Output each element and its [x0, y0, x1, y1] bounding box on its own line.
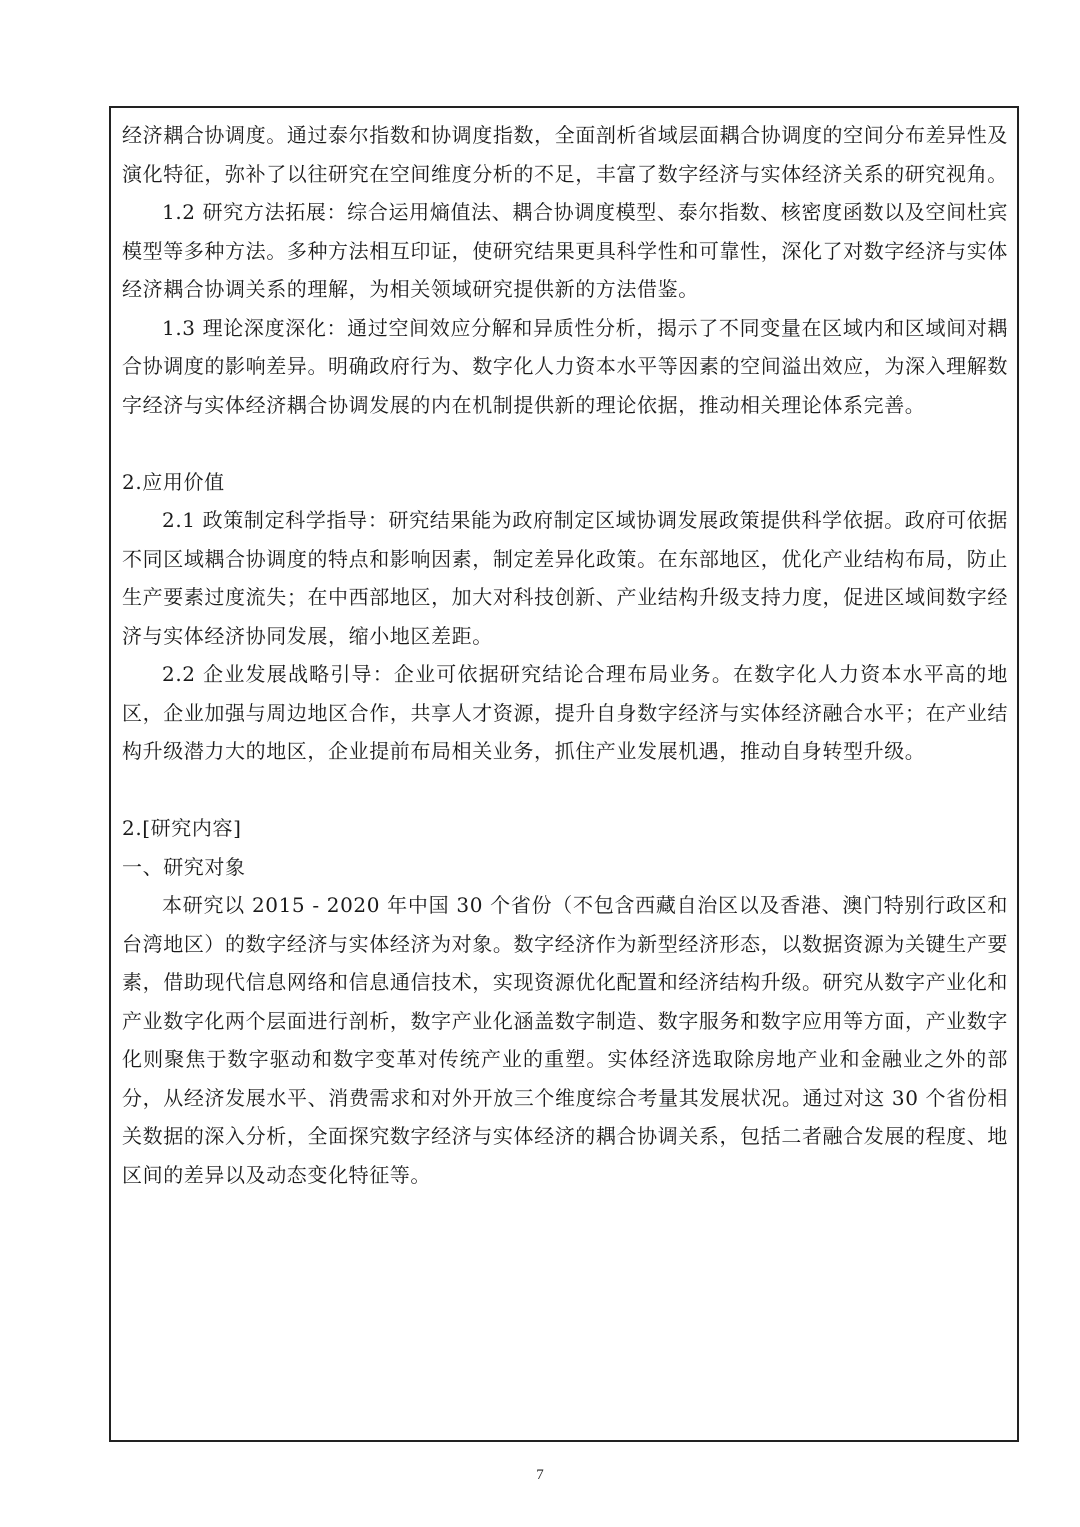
paragraph-theory-deepening: 1.3 理论深度深化：通过空间效应分解和异质性分析，揭示了不同变量在区域内和区域间对耦合协调度的影响差异。明确政府行为、数字化人力资本水平等因素的空间溢出效应，为深入理解数字经济与实体经济耦合协调发展的内在机制提供新的理论依据，推动相关理论体系完善。: [122, 315, 1008, 417]
section-heading-research-content: 2.[研究内容]: [122, 816, 242, 840]
spacer: [122, 424, 1008, 463]
subheading-research-object: 一、研究对象: [122, 854, 246, 879]
spacer: [122, 771, 1008, 810]
document-body: [122, 116, 1008, 1194]
section-heading-application: 2.应用价值: [122, 469, 225, 494]
paragraph-enterprise-strategy: 2.2 企业发展战略引导：企业可依据研究结论合理布局业务。在数字化人力资本水平高的地区，企业加强与周边地区合作，共享人才资源，提升自身数字经济与实体经济融合水平；在产业结构升级潜力大的地区，企业提前布局相关业务，抓住产业发展机遇，推动自身转型升级。: [122, 662, 1008, 763]
page-number: 7: [536, 1467, 544, 1483]
paragraph-method-extension: 1.2 研究方法拓展：综合运用熵值法、耦合协调度模型、泰尔指数、核密度函数以及空间杜宾模型等多种方法。多种方法相互印证，使研究结果更具科学性和可靠性，深化了对数字经济与实体经济耦合协调关系的理解，为相关领域研究提供新的方法借鉴。: [122, 200, 1008, 301]
paragraph-research-object: 本研究以 2015 - 2020 年中国 30 个省份（不包含西藏自治区以及香港、澳门特别行政区和台湾地区）的数字经济与实体经济为对象。数字经济作为新型经济形态，以数据资源为关键生产要素，借助现代信息网络和信息通信技术，实现资源优化配置和经济结构升级。研究从数字产业化和产业数字化两个层面进行剖析，数字产业化涵盖数字制造、数字服务和数字应用等方面，产业数字化则聚焦于数字驱动和数字变革对传统产业的重塑。实体经济选取除房地产业和金融业之外的部分，从经济发展水平、消费需求和对外开放三个维度综合考量其发展状况。通过对这 30 个省份相关数据的深入分析，全面探究数字经济与实体经济的耦合协调关系，包括二者融合发展的程度、地区间的差异以及动态变化特征等。: [122, 893, 1008, 1187]
paragraph-continuation: 经济耦合协调度。通过泰尔指数和协调度指数，全面剖析省域层面耦合协调度的空间分布差异性及演化特征，弥补了以往研究在空间维度分析的不足，丰富了数字经济与实体经济关系的研究视角。: [122, 123, 1008, 186]
paragraph-policy-guidance: 2.1 政策制定科学指导：研究结果能为政府制定区域协调发展政策提供科学依据。政府可依据不同区域耦合协调度的特点和影响因素，制定差异化政策。在东部地区，优化产业结构布局，防止生产要素过度流失；在中西部地区，加大对科技创新、产业结构升级支持力度，促进区域间数字经济与实体经济协同发展，缩小地区差距。: [122, 508, 1008, 648]
